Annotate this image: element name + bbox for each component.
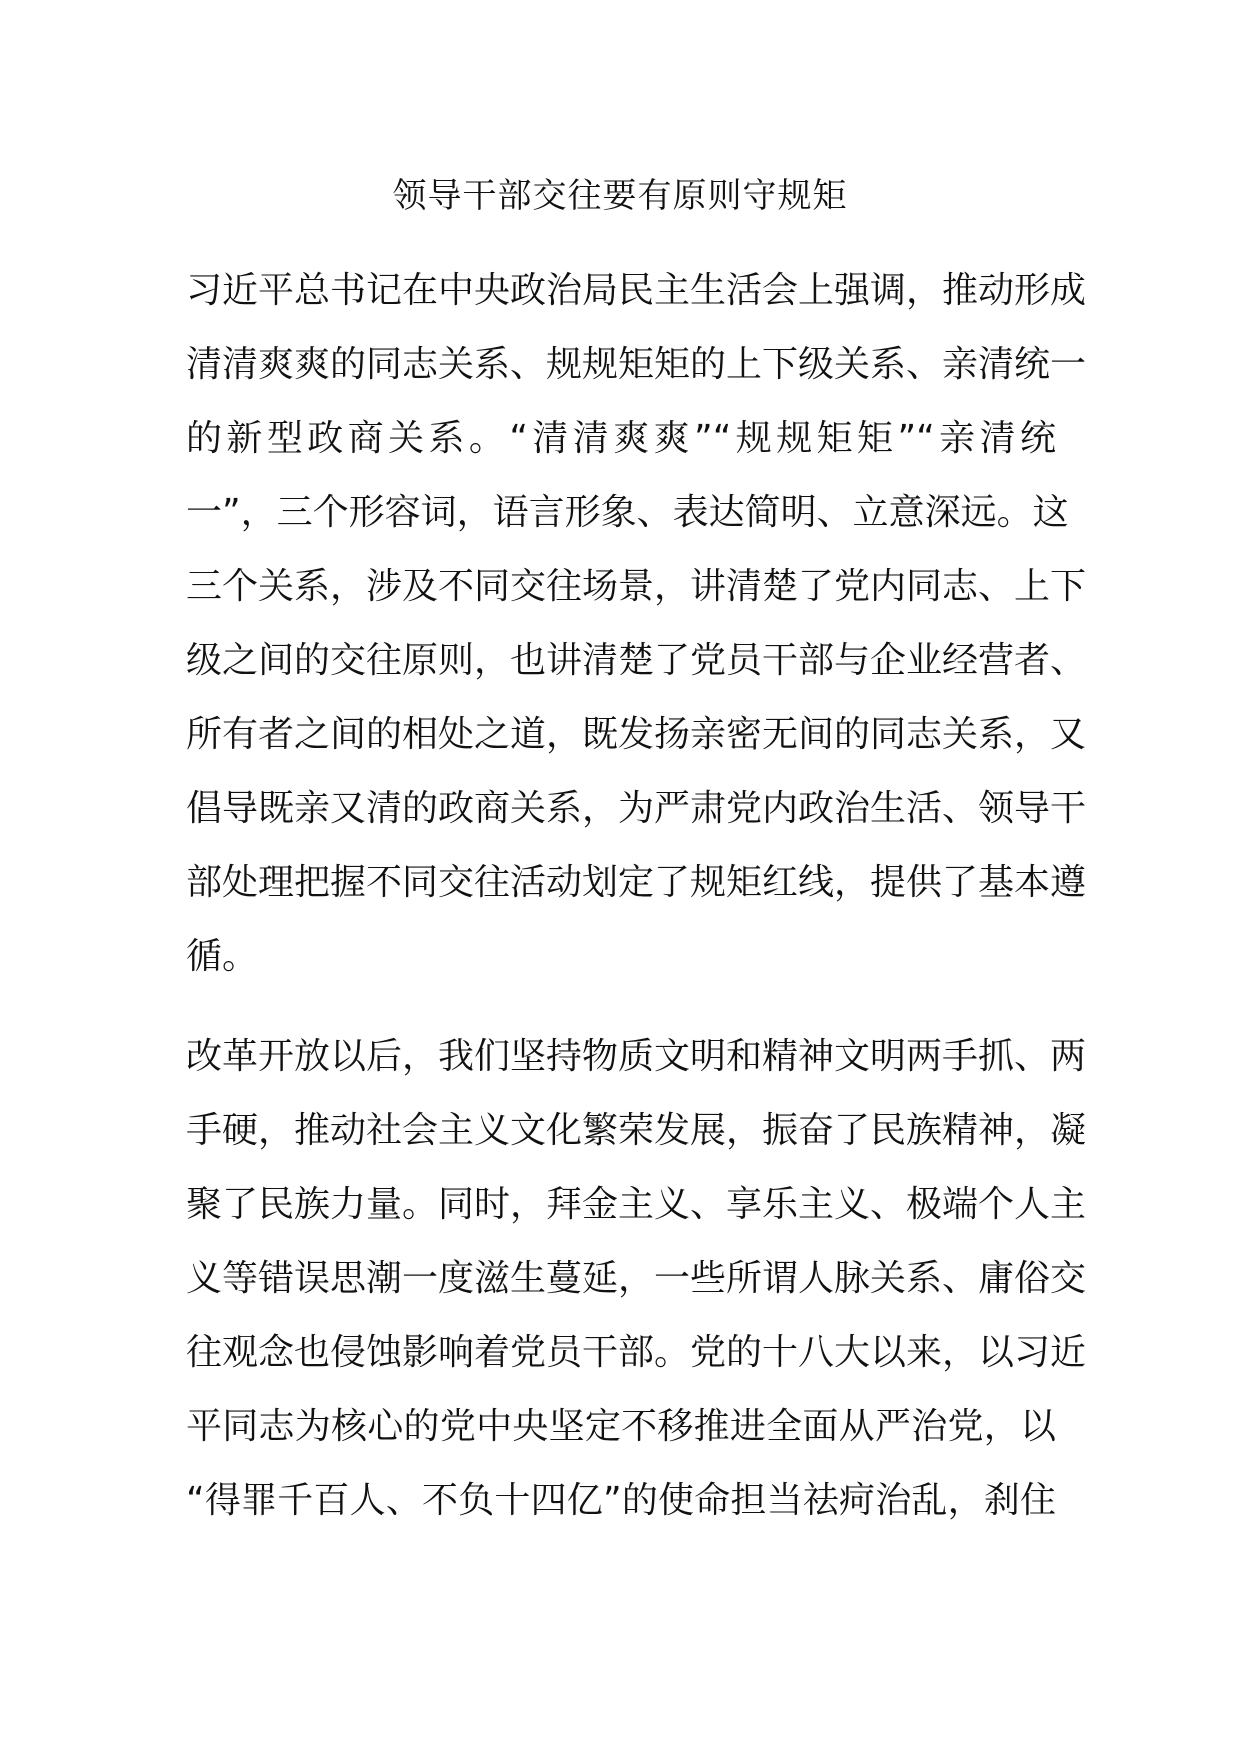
paragraph-line: 义等错误思潮一度滋生蔓延，一些所谓人脉关系、庸俗交: [186, 1258, 1087, 1299]
paragraph-line: 三个关系，涉及不同交往场景，讲清楚了党内同志、上下: [186, 566, 1087, 607]
paragraph-line: “得罪千百人、不负十四亿”的使命担当祛疴治乱，刹住: [186, 1480, 1056, 1521]
paragraph-line: 改革开放以后，我们坚持物质文明和精神文明两手抓、两: [186, 1036, 1087, 1077]
paragraph-line: 习近平总书记在中央政治局民主生活会上强调，推动形成: [186, 270, 1087, 311]
paragraph-line: 的新型政商关系。“清清爽爽”“规规矩矩”“亲清统: [186, 418, 1056, 459]
paragraph-line: 级之间的交往原则，也讲清楚了党员干部与企业经营者、: [186, 640, 1087, 681]
paragraph-line: 往观念也侵蚀影响着党员干部。党的十八大以来，以习近: [186, 1332, 1087, 1373]
paragraph-line: 清清爽爽的同志关系、规规矩矩的上下级关系、亲清统一: [186, 344, 1087, 385]
paragraph-line: 聚了民族力量。同时，拜金主义、享乐主义、极端个人主: [186, 1184, 1087, 1225]
paragraph-line: 部处理把握不同交往活动划定了规矩红线，提供了基本遵: [186, 862, 1087, 903]
document-title: 领导干部交往要有原则守规矩: [392, 176, 848, 216]
paragraph-line: 手硬，推动社会主义文化繁荣发展，振奋了民族精神，凝: [186, 1110, 1087, 1151]
paragraph-1: [186, 254, 1087, 994]
paragraph-line: 一”，三个形容词，语言形象、表达简明、立意深远。这: [186, 492, 1069, 533]
paragraph-line: 平同志为核心的党中央坚定不移推进全面从严治党，以: [186, 1406, 1056, 1447]
paragraph-line: 所有者之间的相处之道，既发扬亲密无间的同志关系，又: [186, 714, 1087, 755]
paragraph-2: [186, 1020, 1087, 1538]
paragraph-line: 倡导既亲又清的政商关系，为严肃党内政治生活、领导干: [186, 788, 1087, 829]
paragraph-line: 循。: [186, 936, 259, 977]
